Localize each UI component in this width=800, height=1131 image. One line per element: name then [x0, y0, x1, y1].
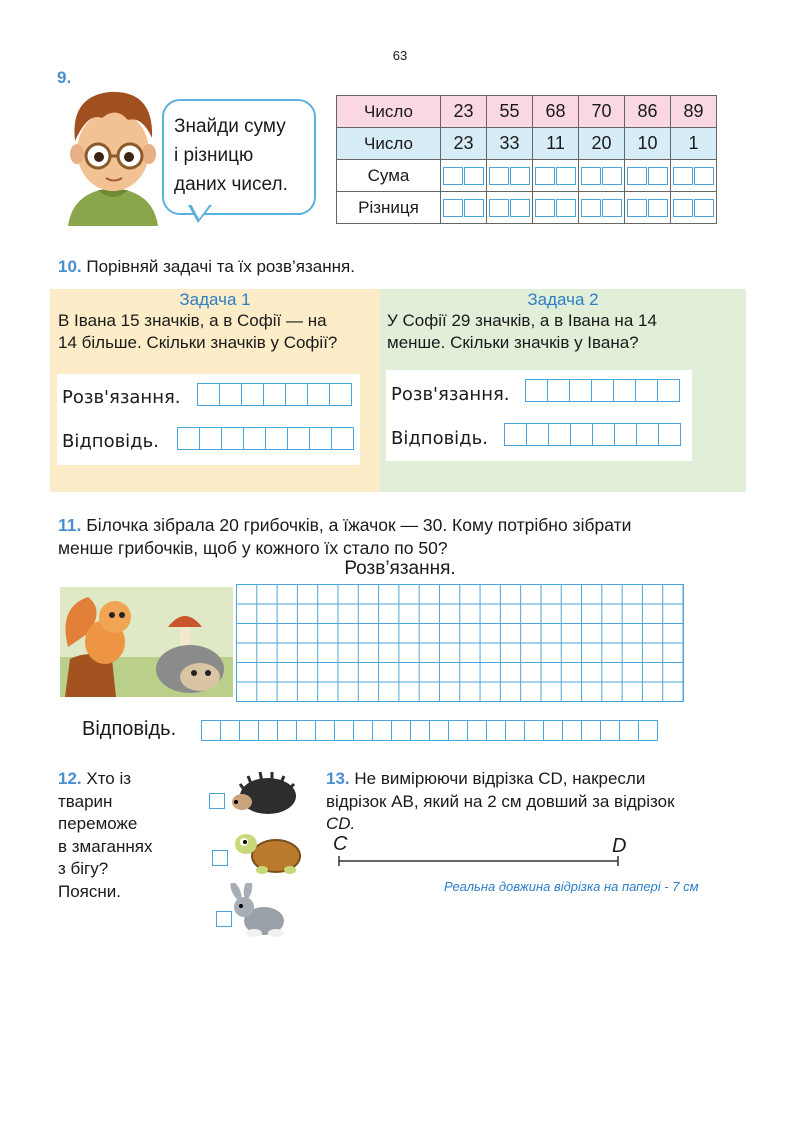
task12-text: 12. Хто із тварин переможе в змаганнях з бігу? Поясни.: [58, 769, 153, 901]
answer-cell[interactable]: [487, 199, 532, 217]
problem2-panel: [380, 289, 746, 492]
segment-cd: [336, 853, 622, 869]
problem2-solution-cells[interactable]: [526, 379, 680, 402]
squirrel-head: [99, 601, 131, 633]
answer-cell[interactable]: [441, 199, 486, 217]
task13-text: 13. Не вимірюючи відрізка CD, накресли відрізок AB, який на 2 см довший за відрізок CD.: [326, 769, 675, 833]
problem1-title: Задача 1: [179, 290, 251, 309]
task11-answer-cells[interactable]: [202, 720, 658, 741]
answer-cell[interactable]: [533, 167, 578, 185]
hedgehog-checkbox[interactable]: [209, 793, 225, 809]
task9-number: 9.: [57, 68, 72, 87]
answer-cell[interactable]: [579, 199, 624, 217]
problem2-answer-label: Відповідь.: [391, 428, 488, 449]
problem2-answer-card: [386, 370, 692, 461]
answer-cell[interactable]: [441, 167, 486, 185]
problem2-solution-label: Розв'язання.: [391, 384, 510, 405]
problem2-answer-cells[interactable]: [505, 423, 681, 446]
task10-number: 10.: [58, 257, 82, 276]
table-row: Число 23 33 11 20 10 1: [337, 128, 717, 160]
problem1-panel: [50, 289, 380, 492]
solution-grid[interactable]: [236, 584, 684, 702]
boy-illustration: [58, 86, 163, 226]
task10-heading: [58, 257, 355, 277]
task11-number: 11.: [58, 515, 82, 535]
answer-cell[interactable]: [671, 199, 716, 217]
answer-cell[interactable]: [671, 167, 716, 185]
answer-cell[interactable]: [625, 167, 670, 185]
hedgehog-face: [180, 663, 220, 691]
problem2-title: Задача 2: [527, 290, 599, 309]
answer-cell[interactable]: [579, 167, 624, 185]
turtle-icon: [232, 828, 306, 876]
turtle-checkbox[interactable]: [212, 850, 228, 866]
problem1-answer-card: [57, 374, 360, 465]
hedgehog-icon: [232, 770, 298, 818]
problem2-text: У Софії 29 значків, а в Івана на 14 менше. Скільки значків у Івана?: [387, 311, 657, 352]
task10-text: Порівняй задачі та їх розв’язання.: [86, 257, 355, 276]
problem1-answer-label: Відповідь.: [62, 431, 159, 452]
speech-bubble-text: Знайди суму і різницю даних чисел.: [174, 116, 288, 195]
problem1-answer-cells[interactable]: [178, 427, 354, 450]
task11-answer-label: Відповідь.: [82, 718, 177, 740]
table-row-difference: Різниця: [337, 192, 717, 224]
problem1-text: В Івана 15 значків, а в Софії — на 14 більше. Скільки значків у Софії?: [58, 311, 338, 352]
mushroom-stem: [180, 625, 190, 647]
sum-difference-table: [336, 95, 717, 224]
page-number: 63: [392, 48, 408, 63]
answer-cell[interactable]: [625, 199, 670, 217]
problem1-solution-cells[interactable]: [198, 383, 352, 406]
squirrel-hedgehog-illustration: [60, 587, 233, 697]
task11-solution-title: Розв’язання.: [344, 558, 456, 579]
point-c-label: C: [333, 833, 348, 855]
table-row: Число 23 55 68 70 86 89: [337, 96, 717, 128]
point-d-label: D: [612, 835, 627, 857]
answer-cell[interactable]: [533, 199, 578, 217]
answer-cell[interactable]: [487, 167, 532, 185]
rabbit-icon: [228, 883, 290, 941]
table-row-sum: Сума: [337, 160, 717, 192]
segment-length-note: Реальна довжина відрізка на папері - 7 см: [444, 879, 699, 894]
task12-number: 12.: [58, 769, 82, 788]
problem1-solution-label: Розв'язання.: [62, 387, 181, 408]
task13-number: 13.: [326, 769, 350, 788]
task11-text: 11. Білочка зібрала 20 грибочків, а їжачок — 30. Кому потрібно зібрати менше грибочків, щоб у кожного їх стало по 50?: [58, 515, 632, 558]
